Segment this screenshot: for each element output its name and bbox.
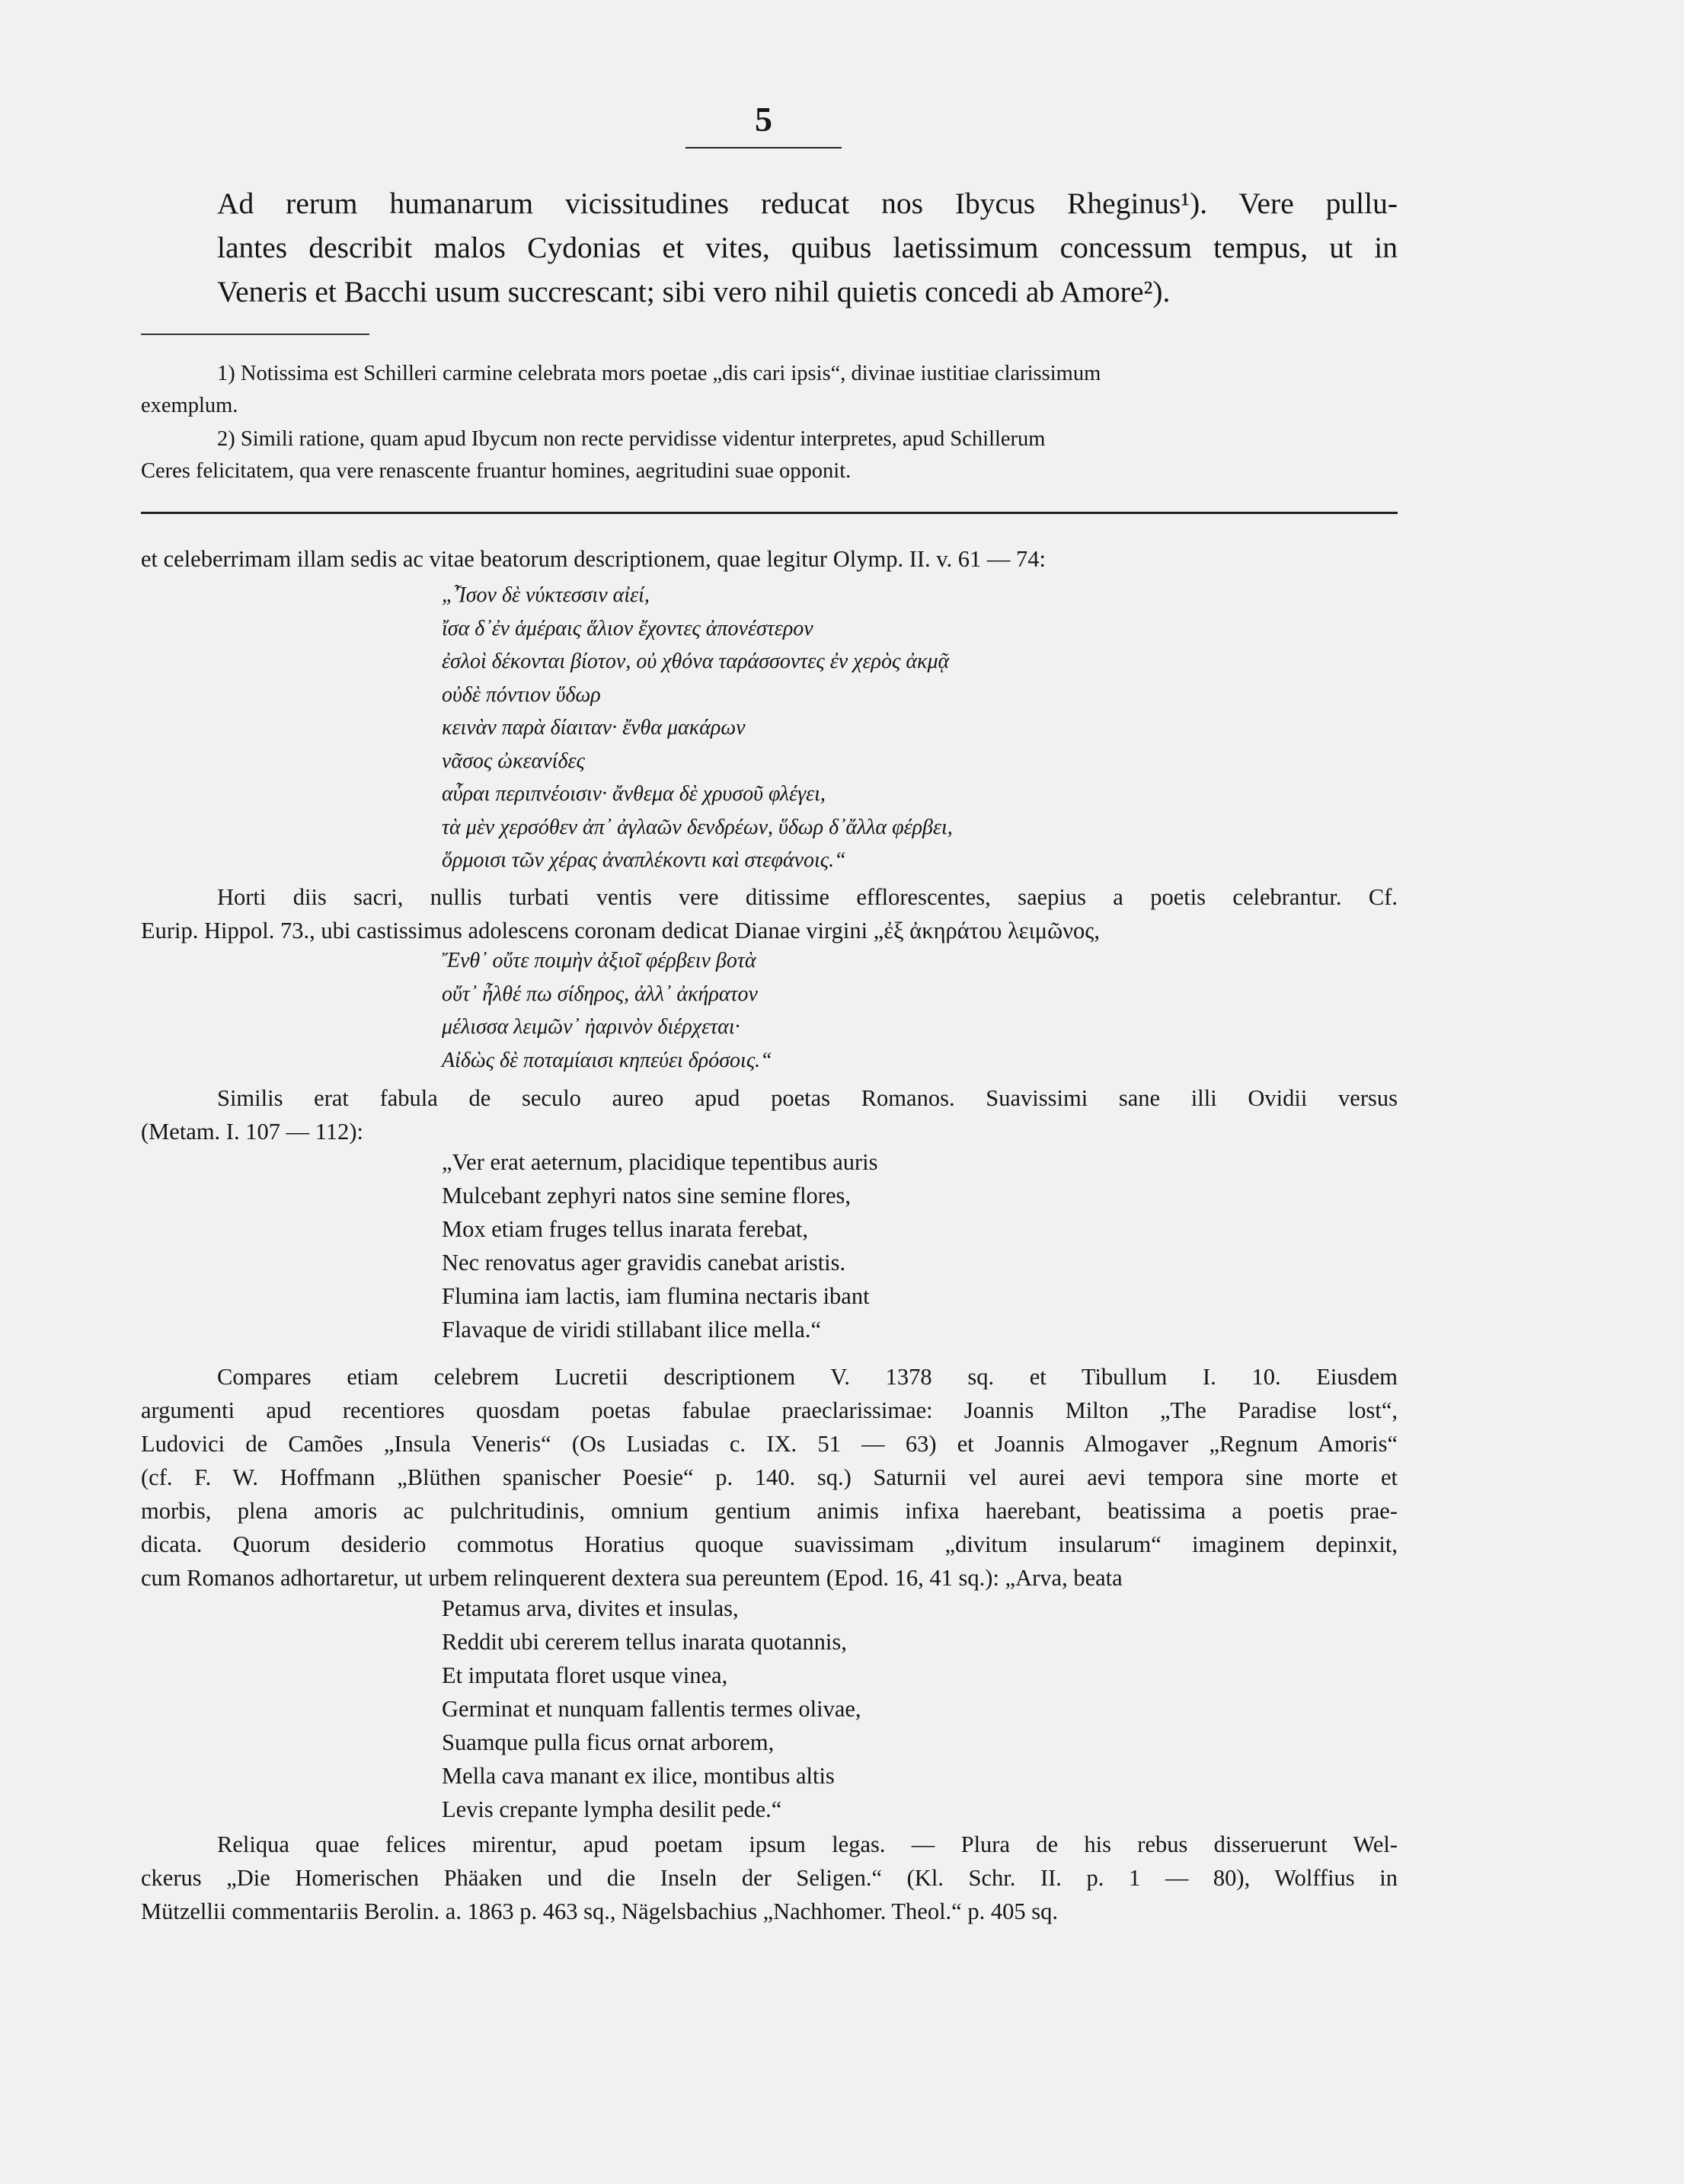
verse-line: Flavaque de viridi stillabant ilice mella.“: [442, 1317, 822, 1343]
text-line: Ludovici de Camões „Insula Veneris“ (Os Lusiadas c. IX. 51 — 63) et Joannis Almogaver „Regnum Amoris“: [141, 1431, 1398, 1457]
text-line: lantes describit malos Cydonias et vites, quibus laetissimum concessum tempus, ut in: [217, 231, 1398, 264]
verse-line: Flumina iam lactis, iam flumina nectaris ibant: [442, 1283, 870, 1309]
verse-line: οὔτ᾽ ἦλθέ πω σίδηρος, ἀλλ᾽ ἀκήρατον: [442, 982, 758, 1006]
text-line: cum Romanos adhortaretur, ut urbem relinquerent dextera sua pereuntem (Epod. 16, 41 sq.): „Arva, beata: [141, 1565, 1123, 1591]
verse-line: Germinat et nunquam fallentis termes olivae,: [442, 1696, 861, 1722]
intro-paragraph: [217, 181, 1398, 314]
verse-line: κεινὰν παρὰ δίαιταν· ἔνθα μακάρων: [442, 716, 746, 739]
verse-line: Mella cava manant ex ilice, montibus altis: [442, 1763, 835, 1789]
verse-line: ἐσλοὶ δέκονται βίοτον, οὐ χθόνα ταράσσοντες ἐν χερὸς ἀκμᾷ: [442, 650, 950, 673]
paragraph-reliqua: [141, 1828, 1398, 1928]
page-number: 5: [755, 100, 772, 139]
text-line: (Metam. I. 107 — 112):: [141, 1119, 363, 1145]
verse-line: Mulcebant zephyri natos sine semine flores,: [442, 1183, 851, 1209]
text-line: ckerus „Die Homerischen Phäaken und die Inseln der Seligen.“ (Kl. Schr. II. p. 1 — 80), Wolffius in: [141, 1865, 1398, 1891]
page-number-rule: [685, 147, 842, 148]
text-line: Ceres felicitatem, qua vere renascente fruantur homines, aegritudini suae opponit.: [141, 459, 852, 483]
text-line: Mützellii commentariis Berolin. a. 1863 p. 463 sq., Nägelsbachius „Nachhomer. Theol.“ p. 405 sq.: [141, 1898, 1058, 1924]
verse-line: οὐδὲ πόντιον ὕδωρ: [442, 682, 601, 707]
verse-line: „Ἶσον δὲ νύκτεσσιν αἰεί,: [442, 583, 650, 607]
greek-quote-euripides: [442, 944, 772, 1077]
text-line: 1) Notissima est Schilleri carmine celebrata mors poetae „dis cari ipsis“, divinae iustitiae clarissimum: [217, 362, 1101, 385]
verse-line: „Ver erat aeternum, placidique tepentibus auris: [442, 1149, 878, 1175]
text-line: Compares etiam celebrem Lucretii descriptionem V. 1378 sq. et Tibullum I. 10. Eiusdem: [217, 1364, 1398, 1390]
verse-line: Nec renovatus ager gravidis canebat aristis.: [442, 1250, 846, 1276]
verse-line: Petamus arva, divites et insulas,: [442, 1595, 739, 1621]
verse-line: ὅρμοισι τῶν χέρας ἀναπλέκοντι καὶ στεφάνοις.“: [442, 848, 846, 872]
text-line: exemplum.: [141, 394, 238, 417]
verse-line: τὰ μὲν χερσόθεν ἀπ᾽ ἀγλαῶν δενδρέων, ὕδωρ δ᾽ἄλλα φέρβει,: [442, 815, 953, 839]
text-line: Ad rerum humanarum vicissitudines reducat nos Ibycus Rheginus¹). Vere pullu-: [217, 187, 1398, 220]
verse-line: αὖραι περιπνέοισιν· ἄνθεμα δὲ χρυσοῦ φλέγει,: [442, 782, 826, 806]
verse-line: Suamque pulla ficus ornat arborem,: [442, 1729, 775, 1755]
footnote-1: [141, 358, 1398, 422]
text-line: morbis, plena amoris ac pulchritudinis, omnium gentium animis infixa haerebant, beatissima a poetis prae-: [141, 1498, 1398, 1524]
text-line: dicata. Quorum desiderio commotus Horatius quoque suavissimam „divitum insularum“ imaginem depinxit,: [141, 1531, 1398, 1557]
paragraph-seculo-aureo: [141, 1081, 1398, 1148]
verse-line: νᾶσος ὠκεανίδες: [442, 749, 585, 773]
footnote-rule: [141, 334, 369, 335]
verse-line: Levis crepante lympha desilit pede.“: [442, 1796, 782, 1822]
section-rule: [141, 512, 1398, 514]
verse-line: Reddit ubi cererem tellus inarata quotannis,: [442, 1629, 847, 1655]
verse-line: Αἰδὼς δὲ ποταμίαισι κηπεύει δρόσοις.“: [442, 1048, 772, 1072]
verse-line: ἴσα δ᾽ἐν ἁμέραις ἅλιον ἔχοντες ἀπονέστερον: [442, 616, 813, 640]
text-line: Similis erat fabula de seculo aureo apud poetas Romanos. Suavissimi sane illi Ovidii versus: [217, 1085, 1398, 1111]
verse-line: Ἔνθ᾽ οὔτε ποιμὴν ἀξιοῖ φέρβειν βοτὰ: [442, 949, 756, 972]
text-line: 2) Simili ratione, quam apud Ibycum non recte pervidisse videntur interpretes, apud Schillerum: [217, 427, 1046, 451]
footnote-2: [141, 423, 1398, 487]
text-line: Horti diis sacri, nullis turbati ventis vere ditissime efflorescentes, saepius a poetis celebrantur. Cf.: [217, 884, 1398, 910]
text-line: (cf. F. W. Hoffmann „Blüthen spanischer Poesie“ p. 140. sq.) Saturnii vel aurei aevi tempora sine morte et: [141, 1464, 1398, 1490]
verse-line: Et imputata floret usque vinea,: [442, 1662, 728, 1688]
paragraph-lucretius: [141, 1360, 1398, 1595]
text-line: Eurip. Hippol. 73., ubi castissimus adolescens coronam dedicat Dianae virgini „ἐξ ἀκηράτου λειμῶνος,: [141, 918, 1100, 944]
text-line: argumenti apud recentiores quosdam poetas fabulae praeclarissimae: Joannis Milton „The Paradise lost“,: [141, 1397, 1398, 1423]
text-line: Veneris et Bacchi usum succrescant; sibi vero nihil quietis concedi ab Amore²).: [217, 275, 1171, 308]
latin-quote-ovid: [442, 1145, 878, 1346]
text-line: et celeberrimam illam sedis ac vitae beatorum descriptionem, quae legitur Olymp. II. v. 61 — 74:: [141, 546, 1046, 572]
verse-line: Mox etiam fruges tellus inarata ferebat,: [442, 1216, 809, 1242]
verse-line: μέλισσα λειμῶν᾽ ἠαρινὸν διέρχεται·: [442, 1015, 740, 1039]
paragraph-olympian: [141, 542, 1398, 576]
text-line: Reliqua quae felices mirentur, apud poetam ipsum legas. — Plura de his rebus disseruerunt Wel-: [217, 1831, 1398, 1857]
paragraph-horti: [141, 880, 1398, 947]
latin-quote-horace: [442, 1592, 861, 1826]
greek-quote-pindar: [442, 579, 953, 877]
